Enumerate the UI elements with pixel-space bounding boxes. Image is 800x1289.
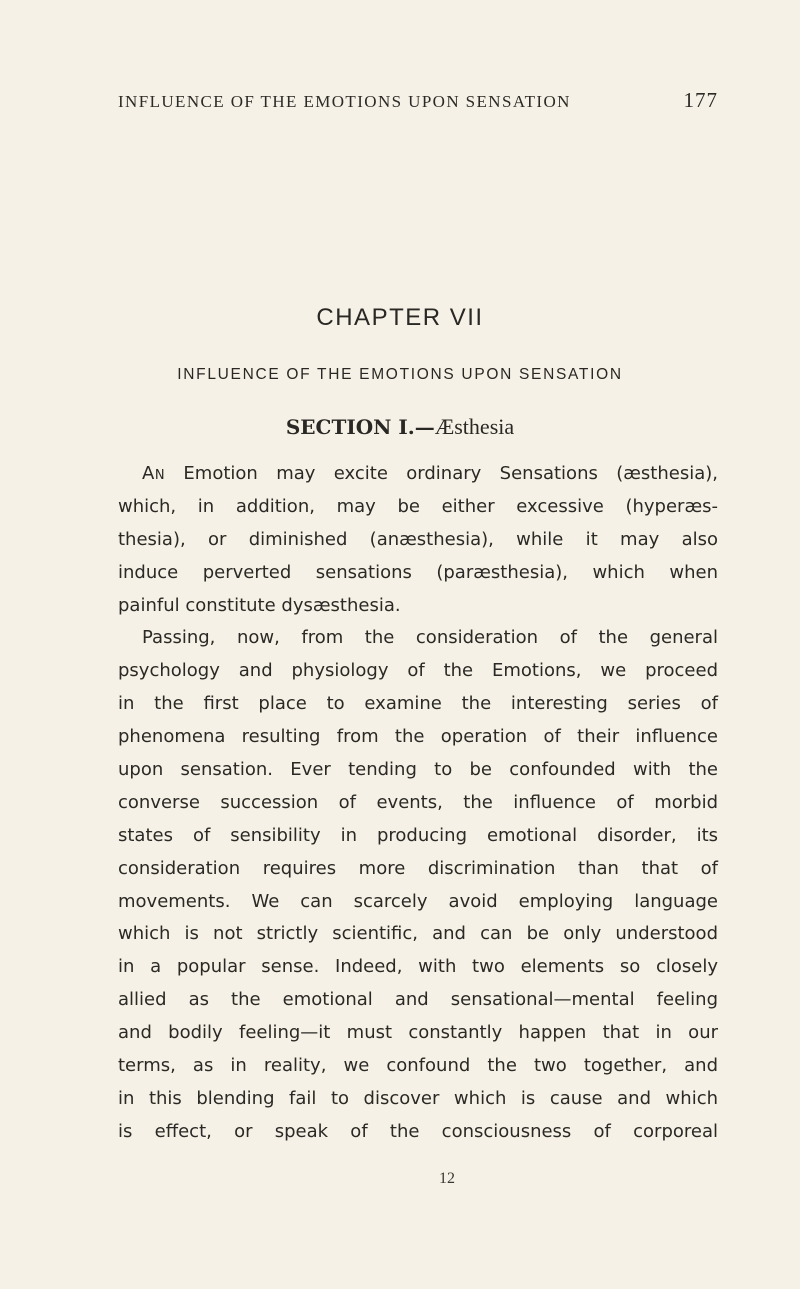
text-line: movements. We can scarcely avoid employing language [118,890,718,912]
chapter-subtitle: INFLUENCE OF THE EMOTIONS UPON SENSATION [177,366,623,383]
text-line: which, in addition, may be either excessive (hyperæs- [118,495,718,517]
running-head [118,88,718,113]
text-line: terms, as in reality, we confound the two together, and [118,1055,718,1077]
signature-mark: 12 [439,1170,455,1187]
text-line: phenomena resulting from the operation of their influence [118,726,718,748]
section-label: SECTION I.— [285,415,435,439]
text-line: which is not strictly scientific, and can be only understood [118,923,718,945]
text-line: thesia), or diminished (anæsthesia), while it may also [118,528,718,550]
text-line: induce perverted sensations (paræsthesia), which when [118,561,718,583]
text-line: Passing, now, from the consideration of the general [142,627,718,649]
page-number: 177 [683,88,718,112]
text-line: An Emotion may excite ordinary Sensations (æsthesia), [142,463,718,484]
running-head-title: INFLUENCE OF THE EMOTIONS UPON SENSATION [118,92,571,111]
text-line: and bodily feeling—it must constantly happen that in our [118,1022,718,1044]
text-line: in this blending fail to discover which is cause and which [118,1087,718,1109]
text-line: in a popular sense. Indeed, with two elements so closely [118,956,718,978]
text-line: in the first place to examine the interesting series of [118,693,718,715]
opening-word: An [142,463,166,484]
text-line: converse succession of events, the influence of morbid [118,791,718,813]
text-line: painful constitute dysæsthesia. [118,594,401,616]
section-heading [0,414,800,440]
text-line: upon sensation. Ever tending to be confounded with the [118,759,718,781]
text-line: psychology and physiology of the Emotions, we proceed [118,660,718,682]
body-text [118,458,718,1149]
section-name: Æsthesia [434,414,515,439]
text-line: states of sensibility in producing emotional disorder, its [118,824,718,846]
chapter-title: CHAPTER VII [316,304,484,331]
text-line: consideration requires more discrimination than that of [118,857,718,879]
text-line: allied as the emotional and sensational—mental feeling [118,989,718,1011]
text-line: is effect, or speak of the consciousness of corporeal [118,1120,718,1142]
